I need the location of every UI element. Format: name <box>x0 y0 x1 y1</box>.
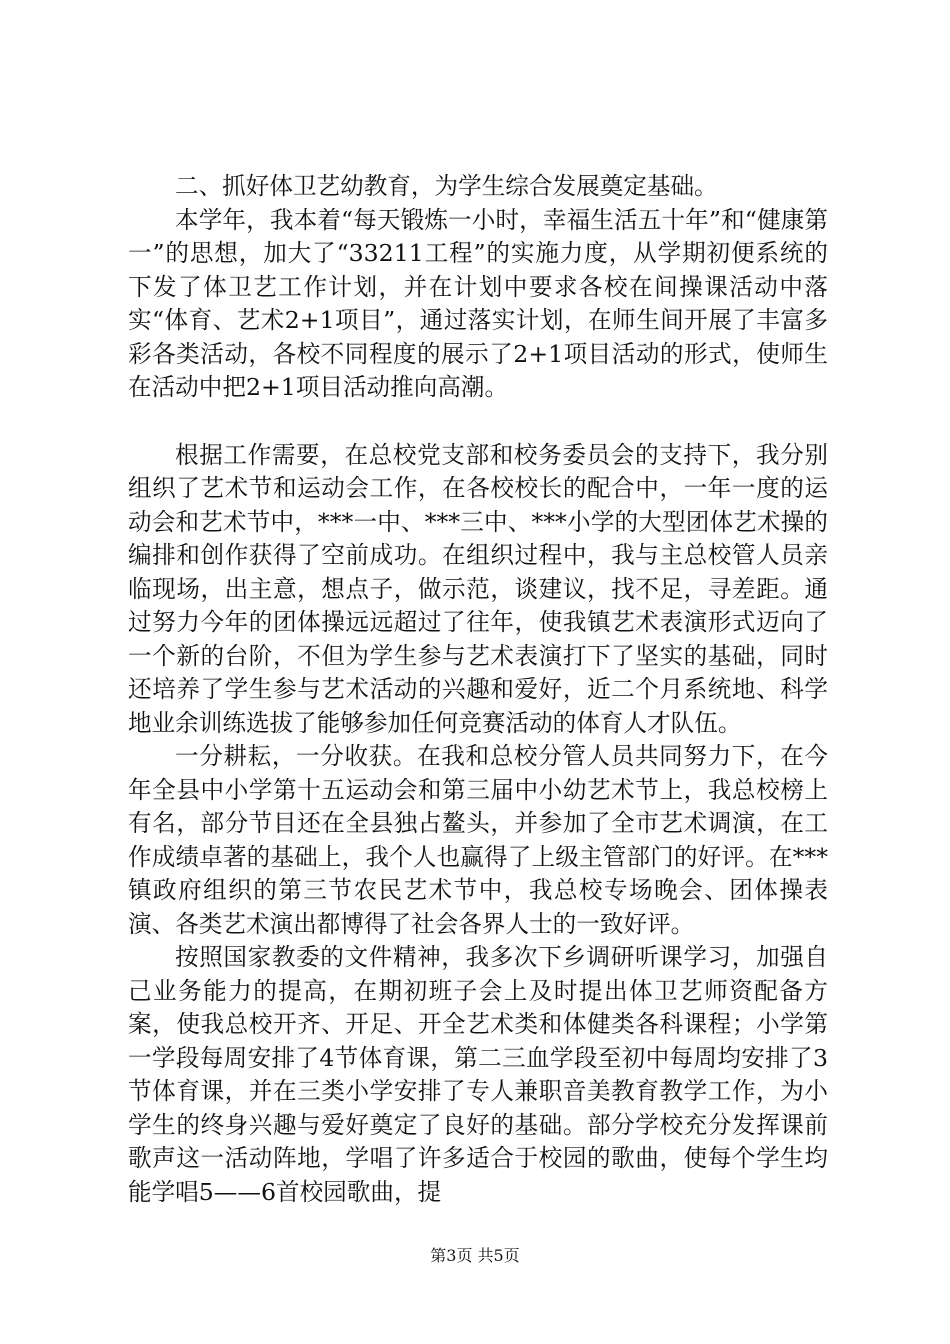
paragraph-2: 根据工作需要，在总校党支部和校务委员会的支持下，我分别组织了艺术节和运动会工作，在各校校长的配合中，一年一度的运动会和艺术节中，***一中、***三中、***小学的大型团体艺术操的编排和创作获得了空前成功。在组织过程中，我与主总校管人员亲临现场，出主意，想点子，做示范，谈建议，找不足，寻差距。通过努力今年的团体操远远超过了往年，使我镇艺术表演形式迈向了一个新的台阶，不但为学生参与艺术表演打下了坚实的基础，同时还培养了学生参与艺术活动的兴趣和爱好，近二个月系统地、科学地业余训练选拔了能够参加任何竞赛活动的体育人才队伍。 <box>128 440 828 737</box>
paragraph-3: 一分耕耘，一分收获。在我和总校分管人员共同努力下，在今年全县中小学第十五运动会和第三届中小幼艺术节上，我总校榜上有名，部分节目还在全县独占鳌头，并参加了全市艺术调演，在工作成绩卓著的基础上，我个人也赢得了上级主管部门的好评。在***镇政府组织的第三节农民艺术节中，我总校专场晚会、团体操表演、各类艺术演出都博得了社会各界人士的一致好评。 <box>128 742 828 938</box>
document-body <box>128 170 828 1209</box>
section-heading: 二、抓好体卫艺幼教育，为学生综合发展奠定基础。 <box>175 172 718 200</box>
paragraph-4: 按照国家教委的文件精神，我多次下乡调研听课学习，加强自己业务能力的提高，在期初班子会上及时提出体卫艺师资配备方案，使我总校开齐、开足、开全艺术类和体健类各科课程；小学第一学段每周安排了4节体育课，第二三血学段至初中每周均安排了3节体育课，并在三类小学安排了专人兼职音美教育教学工作，为小学生的终身兴趣与爱好奠定了良好的基础。部分学校充分发挥课前歌声这一活动阵地，学唱了许多适合于校园的歌曲，使每个学生均能学唱5——6首校园歌曲，提 <box>128 943 828 1206</box>
paragraph-1: 本学年，我本着“每天锻炼一小时，幸福生活五十年”和“健康第一”的思想，加大了“33211工程”的实施力度，从学期初便系统的下发了体卫艺工作计划，并在计划中要求各校在间操课活动中落实“体育、艺术2+1项目”，通过落实计划，在师生间开展了丰富多彩各类活动，各校不同程度的展示了2+1项目活动的形式，使师生在活动中把2+1项目活动推向高潮。 <box>128 205 828 401</box>
page-number-footer: 第3页 共5页 <box>430 1246 520 1265</box>
